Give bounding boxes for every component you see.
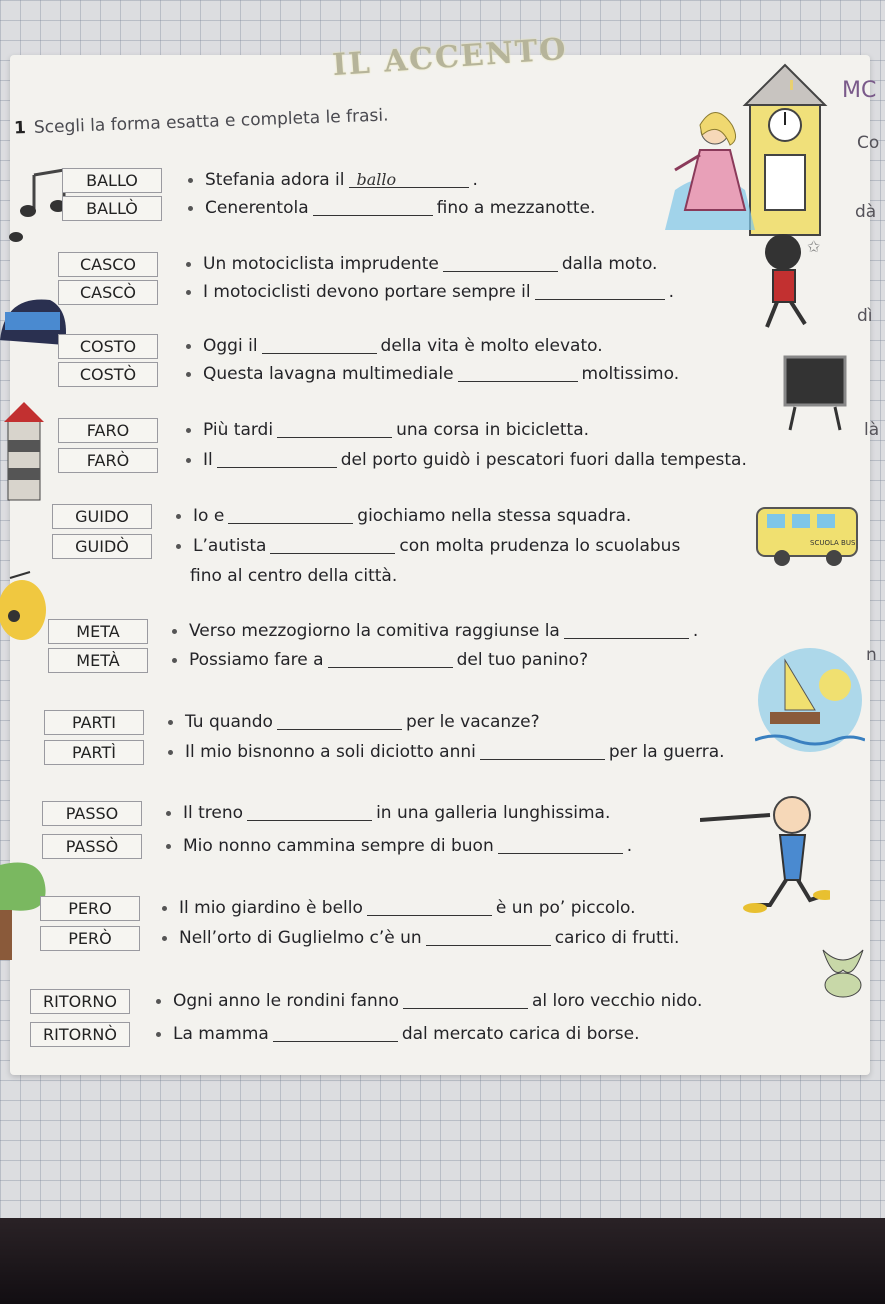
- word-option-accented: COSTÒ: [58, 362, 158, 387]
- exercise-sentence: [186, 282, 674, 302]
- exercise-sentence: [186, 254, 657, 274]
- answer-blank[interactable]: [480, 742, 605, 760]
- exercise-sentence: [162, 898, 636, 918]
- word-option-unaccented: PASSO: [42, 801, 142, 826]
- answer-blank[interactable]: [426, 928, 551, 946]
- word-option-unaccented: GUIDO: [52, 504, 152, 529]
- sentence-text-after: .: [472, 170, 478, 190]
- exercise-sentence: [186, 336, 603, 356]
- word-option-accented: GUIDÒ: [52, 534, 152, 559]
- handwritten-answer: [367, 898, 375, 917]
- cinderella-icon: [660, 95, 760, 230]
- sentence-text-after: per le vacanze?: [405, 712, 540, 732]
- motorcyclist-icon: [745, 232, 835, 332]
- bullet-icon: [176, 514, 181, 519]
- sentence-text-before: Più tardi: [203, 420, 274, 440]
- bullet-icon: [186, 262, 191, 267]
- sentence-text-before: Un motociclista imprudente: [203, 254, 439, 274]
- bullet-icon: [172, 629, 177, 634]
- bullet-icon: [162, 906, 167, 911]
- handwritten-answer: [247, 803, 255, 822]
- sentence-text-before: I motociclisti devono portare sempre il: [203, 282, 531, 302]
- sentence-text-after: è un po’ piccolo.: [495, 898, 636, 918]
- sentence-text-after: della vita è molto elevato.: [380, 336, 603, 356]
- bullet-icon: [186, 458, 191, 463]
- sentence-text-before: Tu quando: [185, 712, 273, 732]
- handwritten-answer: [443, 254, 451, 273]
- sentence-text-after: moltissimo.: [581, 364, 680, 384]
- handwritten-answer: [277, 420, 285, 439]
- sentence-text-before: Il mio giardino è bello: [179, 898, 363, 918]
- word-option-unaccented: PERO: [40, 896, 140, 921]
- handwritten-answer: [328, 650, 336, 669]
- sentence-text-before: Cenerentola: [205, 198, 309, 218]
- sentence-text-before: Il: [203, 450, 213, 470]
- bullet-icon: [176, 544, 181, 549]
- exercise-sentence: [186, 450, 747, 470]
- answer-blank[interactable]: [367, 898, 492, 916]
- bus-sign-text: SCUOLA BUS: [810, 539, 856, 547]
- sentence-text-before: L’autista: [193, 536, 267, 556]
- sentence-text-before: Oggi il: [203, 336, 258, 356]
- word-option-unaccented: PARTI: [44, 710, 144, 735]
- lighthouse-icon: [0, 400, 60, 505]
- sentence-text-after: .: [626, 836, 633, 856]
- margin-note: là: [864, 420, 880, 440]
- sentence-text-after: una corsa in bicicletta.: [396, 420, 590, 440]
- handwritten-answer: [217, 450, 225, 469]
- bullet-icon: [188, 178, 193, 183]
- sentence-text-before: Ogni anno le rondini fanno: [173, 991, 399, 1011]
- answer-blank[interactable]: [458, 364, 578, 382]
- handwritten-answer: [564, 621, 572, 640]
- sentence-text-after: carico di frutti.: [554, 928, 680, 948]
- handwritten-answer: [535, 282, 543, 301]
- word-option-unaccented: META: [48, 619, 148, 644]
- exercise-sentence: [172, 650, 588, 670]
- swallow-icon: [818, 940, 868, 1000]
- margin-note: MC: [842, 78, 877, 103]
- exercise-sentence: [156, 991, 702, 1011]
- word-option-accented: PASSÒ: [42, 834, 142, 859]
- sentence-text-after: giochiamo nella stessa squadra.: [357, 506, 632, 526]
- school-bus-icon: [752, 500, 862, 570]
- margin-note: n: [866, 645, 877, 665]
- answer-blank[interactable]: [535, 282, 665, 300]
- bullet-icon: [186, 290, 191, 295]
- bullet-icon: [172, 658, 177, 663]
- page-title: IL ACCENTO: [331, 31, 569, 84]
- sentence-continuation: fino al centro della città.: [190, 566, 398, 586]
- sentence-text-after: .: [692, 621, 699, 641]
- instruction-text: Scegli la forma esatta e completa le frasi.: [33, 105, 389, 138]
- sentence-text-before: Verso mezzogiorno la comitiva raggiunse la: [189, 621, 560, 641]
- sentence-text-after: dal mercato carica di borse.: [401, 1024, 640, 1044]
- sentence-text-before: Stefania adora il: [205, 170, 345, 190]
- word-option-unaccented: RITORNO: [30, 989, 130, 1014]
- exercise-sentence: [166, 836, 632, 856]
- flute-man-icon: [700, 790, 830, 930]
- bullet-icon: [168, 720, 173, 725]
- exercise-sentence: [168, 712, 540, 732]
- answer-blank[interactable]: [498, 836, 623, 854]
- sentence-text-before: Possiamo fare a: [189, 650, 324, 670]
- bullet-icon: [186, 372, 191, 377]
- margin-note: dì: [857, 306, 873, 326]
- answer-blank[interactable]: [328, 650, 453, 668]
- sentence-text-before: Nell’orto di Guglielmo c’è un: [179, 928, 422, 948]
- exercise-sentence: [186, 420, 589, 440]
- word-option-accented: METÀ: [48, 648, 148, 673]
- sailboat-icon: [755, 640, 865, 770]
- exercise-number: 1: [13, 118, 27, 139]
- word-option-unaccented: BALLO: [62, 168, 162, 193]
- word-option-accented: CASCÒ: [58, 280, 158, 305]
- margin-note: Co: [857, 133, 880, 153]
- word-option-accented: RITORNÒ: [30, 1022, 130, 1047]
- answer-blank[interactable]: [217, 450, 337, 468]
- answer-blank[interactable]: [403, 991, 528, 1009]
- bullet-icon: [188, 206, 193, 211]
- bullet-icon: [156, 1032, 161, 1037]
- bullet-icon: [186, 428, 191, 433]
- svg-text:✩: ✩: [807, 237, 821, 256]
- answer-blank[interactable]: [313, 198, 433, 216]
- sentence-text-after: del porto guidò i pescatori fuori dalla tempesta.: [340, 450, 747, 470]
- exercise-sentence: [188, 198, 595, 218]
- sentence-text-after: dalla moto.: [561, 254, 658, 274]
- bullet-icon: [166, 811, 171, 816]
- sentence-text-before: Io e: [193, 506, 225, 526]
- sentence-text-after: in una galleria lunghissima.: [376, 803, 611, 823]
- sentence-text-before: La mamma: [173, 1024, 269, 1044]
- bullet-icon: [166, 844, 171, 849]
- bullet-icon: [162, 936, 167, 941]
- answer-blank[interactable]: [443, 254, 558, 272]
- answer-blank[interactable]: [262, 336, 377, 354]
- table-surface: [0, 1218, 885, 1304]
- exercise-sentence: [166, 803, 610, 823]
- handwritten-answer: [458, 364, 466, 383]
- handwritten-answer: ballo: [356, 170, 397, 189]
- handwritten-answer: [480, 742, 488, 761]
- exercise-sentence: [176, 536, 680, 556]
- handwritten-answer: [262, 336, 270, 355]
- sentence-text-after: del tuo panino?: [456, 650, 589, 670]
- bullet-icon: [156, 999, 161, 1004]
- bullet-icon: [186, 344, 191, 349]
- answer-blank[interactable]: [277, 712, 402, 730]
- handwritten-answer: [403, 991, 411, 1010]
- sentence-text-before: Questa lavagna multimediale: [203, 364, 454, 384]
- word-option-unaccented: FARO: [58, 418, 158, 443]
- sentence-text-before: Il mio bisnonno a soli diciotto anni: [185, 742, 476, 762]
- handwritten-answer: [277, 712, 285, 731]
- bullet-icon: [168, 750, 173, 755]
- word-option-accented: FARÒ: [58, 448, 158, 473]
- exercise-sentence: [172, 621, 698, 641]
- handwritten-answer: [313, 198, 321, 217]
- word-option-accented: PARTÌ: [44, 740, 144, 765]
- exercise-sentence: [188, 170, 478, 190]
- answer-blank[interactable]: [228, 506, 353, 524]
- margin-note: dà: [855, 202, 877, 222]
- blackboard-icon: [780, 352, 850, 432]
- answer-blank[interactable]: [349, 170, 469, 188]
- sentence-text-after: fino a mezzanotte.: [436, 198, 596, 218]
- sentence-text-after: al loro vecchio nido.: [532, 991, 703, 1011]
- answer-blank[interactable]: [277, 420, 392, 438]
- sentence-text-before: Il treno: [183, 803, 244, 823]
- exercise-sentence: [186, 364, 679, 384]
- answer-blank[interactable]: [270, 536, 395, 554]
- exercise-sentence: [176, 506, 631, 526]
- answer-blank[interactable]: [564, 621, 689, 639]
- answer-blank[interactable]: [273, 1024, 398, 1042]
- word-option-accented: BALLÒ: [62, 196, 162, 221]
- word-option-unaccented: COSTO: [58, 334, 158, 359]
- handwritten-answer: [498, 836, 506, 855]
- handwritten-answer: [273, 1024, 281, 1043]
- sentence-text-after: con molta prudenza lo scuolabus: [399, 536, 681, 556]
- handwritten-answer: [426, 928, 434, 947]
- sentence-text-before: Mio nonno cammina sempre di buon: [183, 836, 494, 856]
- exercise-sentence: [162, 928, 679, 948]
- handwritten-answer: [270, 536, 278, 555]
- handwritten-answer: [228, 506, 236, 525]
- sentence-text-after: .: [668, 282, 674, 302]
- exercise-sentence: [156, 1024, 639, 1044]
- word-option-unaccented: CASCO: [58, 252, 158, 277]
- answer-blank[interactable]: [247, 803, 372, 821]
- word-option-accented: PERÒ: [40, 926, 140, 951]
- sentence-text-after: per la guerra.: [608, 742, 725, 762]
- exercise-sentence: [168, 742, 725, 762]
